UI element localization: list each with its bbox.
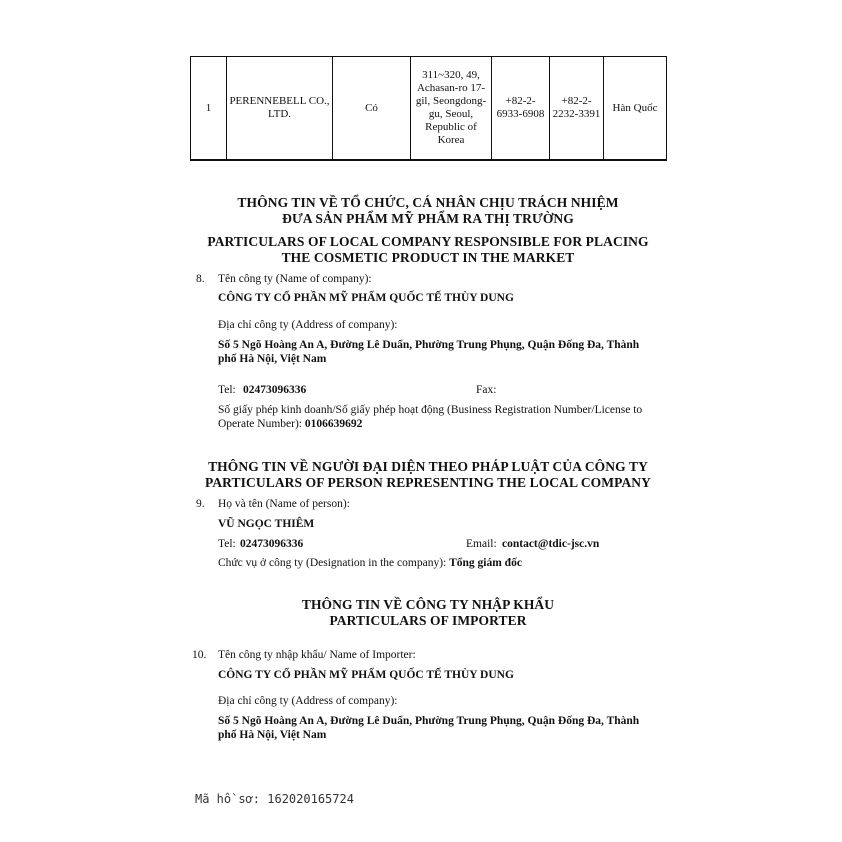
license-line-2	[218, 417, 362, 431]
local-company-heading-vi-2: ĐƯA SẢN PHẨM MỸ PHẨM RA THỊ TRƯỜNG	[282, 211, 574, 226]
item-number-9: 9.	[196, 498, 205, 510]
cell-tel: +82-2-6933-6908	[492, 57, 550, 161]
cell-country: Hàn Quốc	[604, 57, 667, 161]
cell-no: 1	[191, 57, 227, 161]
representative-heading-en: PARTICULARS OF PERSON REPRESENTING THE LOCAL COMPANY	[204, 475, 652, 490]
person-name-label: Họ và tên (Name of person):	[218, 498, 350, 510]
company-fax-label: Fax:	[476, 384, 497, 396]
cell-address: 311~320, 49, Achasan-ro 17-gil, Seongdong-gu, Seoul, Republic of Korea	[411, 57, 492, 161]
importer-address-line-1: Số 5 Ngõ Hoàng An A, Đường Lê Duẩn, Phường Trung Phụng, Quận Đống Đa, Thành	[218, 715, 640, 727]
manufacturer-table	[190, 56, 667, 161]
license-number-value: 0106639692	[304, 418, 363, 430]
local-company-heading-en-1: PARTICULARS OF LOCAL COMPANY RESPONSIBLE FOR PLACING	[207, 234, 649, 249]
company-name-label: Tên công ty (Name of company):	[218, 273, 372, 285]
designation-line	[218, 556, 522, 570]
item-number-10: 10.	[192, 649, 207, 661]
representative-heading-vi: THÔNG TIN VỀ NGƯỜI ĐẠI DIỆN THEO PHÁP LUẬT CỦA CÔNG TY	[208, 459, 648, 474]
importer-name-value: CÔNG TY CỔ PHẦN MỸ PHẨM QUỐC TẾ THÙY DUNG	[218, 669, 514, 681]
record-code-footer: Mã hồ sơ: 162020165724	[195, 792, 354, 806]
company-address-line-2: phố Hà Nội, Việt Nam	[218, 353, 327, 365]
person-email-label: Email:	[466, 538, 497, 550]
importer-address-label: Địa chỉ công ty (Address of company):	[218, 695, 398, 707]
importer-name-label: Tên công ty nhập khẩu/ Name of Importer:	[218, 649, 416, 661]
designation-value: Tổng giám đốc	[449, 557, 522, 569]
license-label-line-2: Operate Number):	[218, 418, 302, 430]
cell-company-name: PERENNEBELL CO., LTD.	[227, 57, 333, 161]
local-company-heading-en-2: THE COSMETIC PRODUCT IN THE MARKET	[281, 250, 575, 265]
company-name-value: CÔNG TY CỔ PHẦN MỸ PHẨM QUỐC TẾ THÙY DUNG	[218, 292, 514, 304]
item-number-8: 8.	[196, 273, 205, 285]
local-company-heading-vi-1: THÔNG TIN VỀ TỔ CHỨC, CÁ NHÂN CHỊU TRÁCH NHIỆM	[237, 195, 619, 210]
person-tel-value: 02473096336	[240, 538, 304, 550]
cell-has: Có	[333, 57, 411, 161]
importer-address-line-2: phố Hà Nội, Việt Nam	[218, 729, 327, 741]
table-row	[191, 57, 667, 161]
person-name-value: VŨ NGỌC THIÊM	[218, 518, 315, 530]
importer-heading-vi: THÔNG TIN VỀ CÔNG TY NHẬP KHẨU	[301, 597, 555, 612]
company-address-line-1: Số 5 Ngõ Hoàng An A, Đường Lê Duẩn, Phường Trung Phụng, Quận Đống Đa, Thành	[218, 339, 640, 351]
person-tel-label: Tel:	[218, 538, 236, 550]
company-address-label: Địa chỉ công ty (Address of company):	[218, 319, 398, 331]
license-label-line-1: Số giấy phép kinh doanh/Số giấy phép hoạt động (Business Registration Number/License to	[218, 404, 643, 416]
designation-label: Chức vụ ở công ty (Designation in the company):	[218, 557, 447, 569]
person-email-value: contact@tdic-jsc.vn	[502, 538, 600, 550]
cell-fax: +82-2-2232-3391	[550, 57, 604, 161]
company-tel-value: 02473096336	[243, 384, 307, 396]
company-tel-label: Tel:	[218, 384, 236, 396]
importer-heading-en: PARTICULARS OF IMPORTER	[329, 613, 527, 628]
